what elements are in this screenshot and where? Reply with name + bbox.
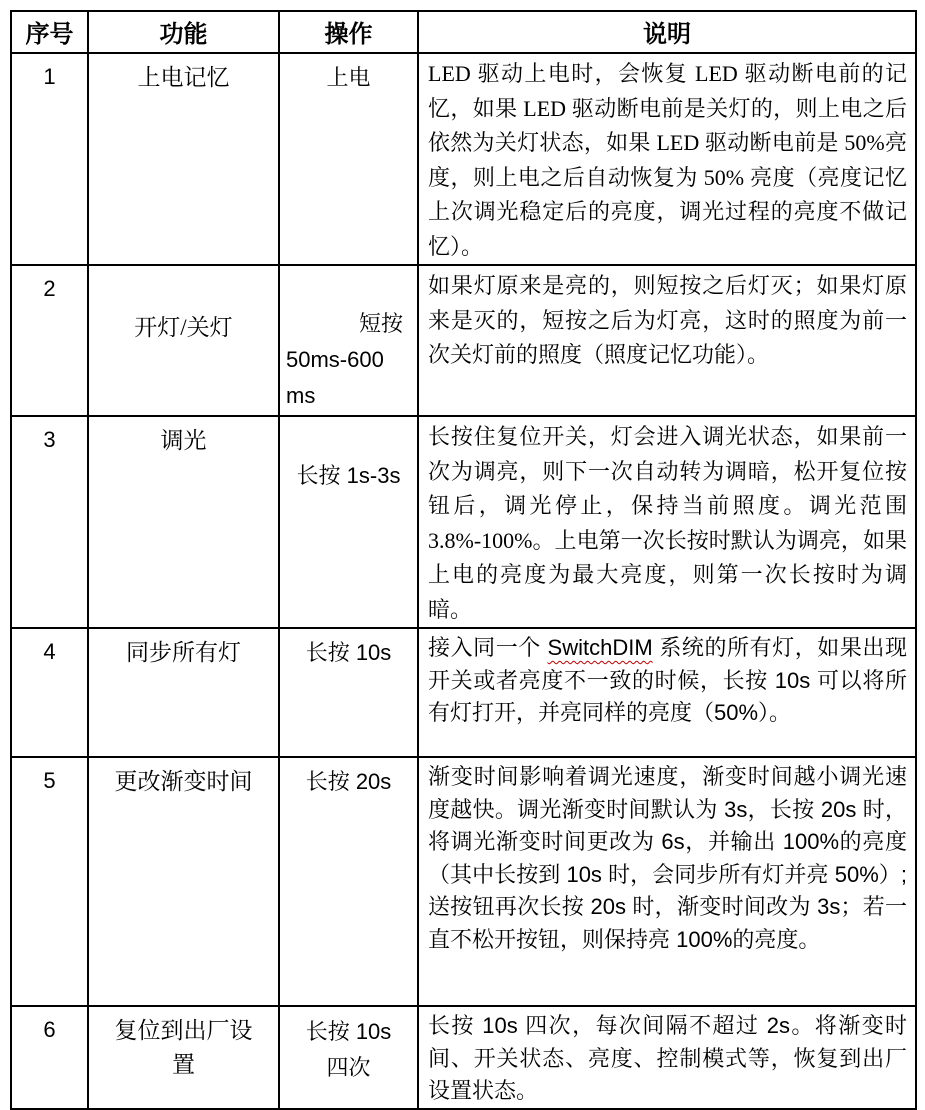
table-row: [11, 1006, 916, 1109]
row-number-cell: 4: [11, 628, 88, 757]
table-row: [11, 757, 916, 1006]
header-row: [11, 11, 916, 53]
operation-cell: 长按 1s-3s: [279, 416, 418, 628]
function-text: 复位到出厂设置: [114, 1018, 253, 1077]
description-cell: 渐变时间影响着调光速度，渐变时间越小调光速度越快。调光渐变时间默认为 3s，长按 20s 时，将调光渐变时间更改为 6s，并输出 100%的亮度（其中长按到 10s 时，会同步所有灯并亮 50%）;送按钮再次长按 20s 时，渐变时间改为 3s；若一直不松开按钮，则保持亮 100%的亮度。: [418, 757, 916, 1006]
description-text-after: 系统的所有灯，如果出现开关或者亮度不一致的时候，长按 10s 可以将所有灯打开，并亮同样的亮度（50%）。: [428, 635, 907, 725]
header-no: 序号: [11, 11, 88, 53]
function-cell: 调光: [88, 416, 279, 628]
operation-cell: 短按 50ms-600 ms: [279, 265, 418, 416]
header-description: 说明: [418, 11, 916, 53]
operation-cell: 长按 10s 四次: [279, 1006, 418, 1109]
description-text-before: 接入同一个: [428, 635, 548, 660]
table-row: [11, 53, 916, 265]
operation-cell: 长按 10s: [279, 628, 418, 757]
spellchecked-word: SwitchDIM: [547, 635, 653, 660]
function-cell: 上电记忆: [88, 53, 279, 265]
function-cell: 同步所有灯: [88, 628, 279, 757]
operation-cell: 上电: [279, 53, 418, 265]
function-cell: [88, 1006, 279, 1109]
led-driver-function-table-wrap: [10, 10, 917, 1110]
table-row: [11, 416, 916, 628]
table-row: [11, 628, 916, 757]
header-operation: 操作: [279, 11, 418, 53]
function-table: [10, 10, 917, 1110]
function-cell: 开灯/关灯: [88, 265, 279, 416]
row-number-cell: 6: [11, 1006, 88, 1109]
function-cell: 更改渐变时间: [88, 757, 279, 1006]
operation-cell: 长按 20s: [279, 757, 418, 1006]
table-row: [11, 265, 916, 416]
row-number-cell: 3: [11, 416, 88, 628]
row-number-cell: 1: [11, 53, 88, 265]
description-cell: LED 驱动上电时，会恢复 LED 驱动断电前的记忆，如果 LED 驱动断电前是关灯的，则上电之后依然为关灯状态，如果 LED 驱动断电前是 50%亮度，则上电之后自动恢复为 50% 亮度（亮度记忆上次调光稳定后的亮度，调光过程的亮度不做记忆）。: [418, 53, 916, 265]
row-number-cell: 5: [11, 757, 88, 1006]
description-cell: [418, 628, 916, 757]
row-number-cell: 2: [11, 265, 88, 416]
description-cell: 长按 10s 四次，每次间隔不超过 2s。将渐变时间、开关状态、亮度、控制模式等，恢复到出厂设置状态。: [418, 1006, 916, 1109]
description-cell: 长按住复位开关，灯会进入调光状态，如果前一次为调亮，则下一次自动转为调暗，松开复位按钮后，调光停止，保持当前照度。调光范围 3.8%-100%。上电第一次长按时默认为调亮，如果上电的亮度为最大亮度，则第一次长按时为调暗。: [418, 416, 916, 628]
description-cell: 如果灯原来是亮的，则短按之后灯灭；如果灯原来是灭的，短按之后为灯亮，这时的照度为前一次关灯前的照度（照度记忆功能）。: [418, 265, 916, 416]
header-function: 功能: [88, 11, 279, 53]
